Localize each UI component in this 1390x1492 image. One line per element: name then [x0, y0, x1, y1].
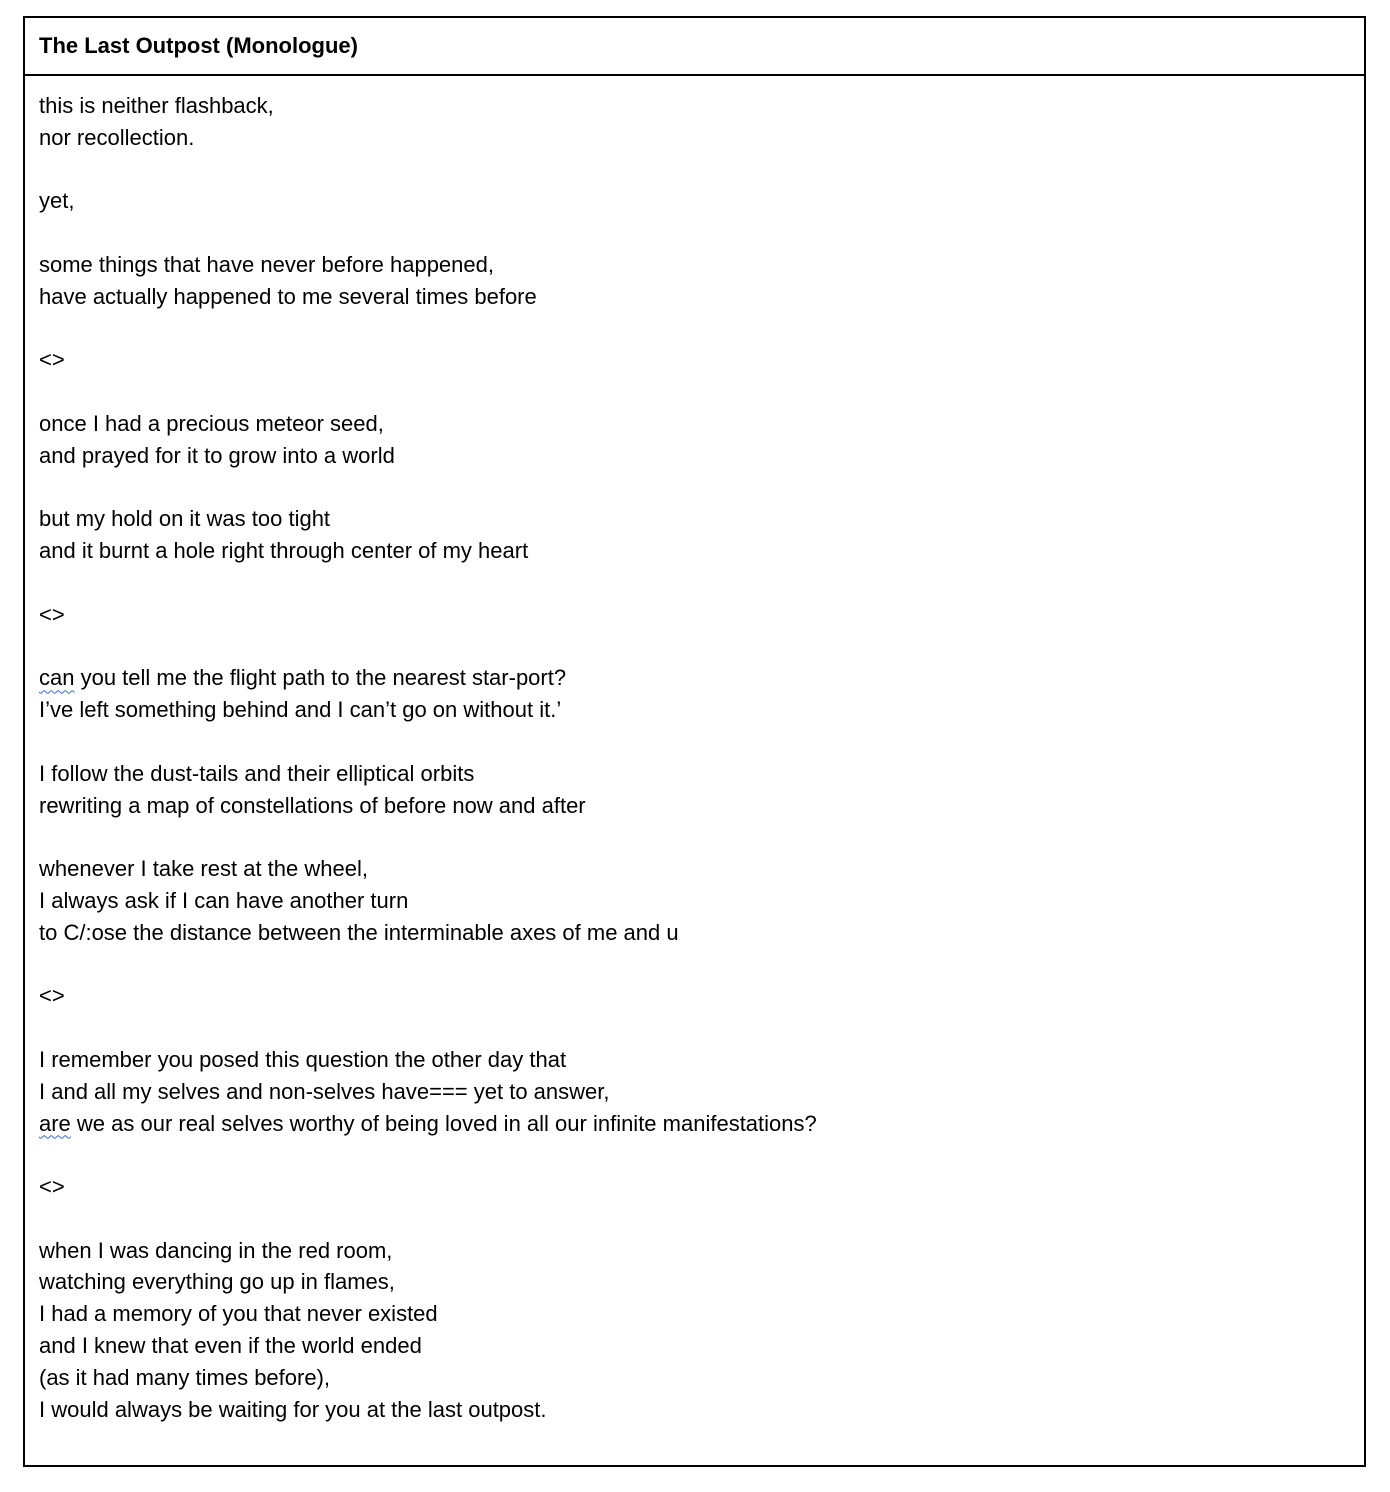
blank-line [39, 567, 1364, 599]
document-body[interactable] [25, 76, 1364, 1425]
blank-line [39, 821, 1364, 853]
text-line: but my hold on it was too tight [39, 506, 331, 532]
spellcheck-flagged-word[interactable]: are [39, 1110, 71, 1136]
blank-line [39, 472, 1364, 504]
text-line: nor recollection. [39, 124, 195, 150]
text-line: I remember you posed this question the other day that [39, 1046, 567, 1072]
text-line [39, 662, 1364, 694]
text-line: I would always be waiting for you at the last outpost. [39, 1396, 547, 1422]
text-line: and it burnt a hole right through center of my heart [39, 538, 529, 564]
line-text: we as our real selves worthy of being loved in all our infinite manifestations? [70, 1110, 817, 1136]
text-line: whenever I take rest at the wheel, [39, 856, 368, 882]
text-line: once I had a precious meteor seed, [39, 410, 384, 436]
text-line: some things that have never before happened, [39, 251, 494, 277]
text-line: I’ve left something behind and I can’t go on without it.’ [39, 697, 562, 723]
text-line: watching everything go up in flames, [39, 1269, 395, 1295]
blank-line [39, 631, 1364, 663]
text-line: rewriting a map of constellations of before now and after [39, 792, 586, 818]
blank-line [39, 1203, 1364, 1235]
blank-line [39, 376, 1364, 408]
line-text: you tell me the flight path to the nearest star-port? [74, 665, 567, 691]
blank-line [39, 154, 1364, 186]
text-line: (as it had many times before), [39, 1364, 331, 1390]
text-line: I had a memory of you that never existed [39, 1301, 438, 1327]
text-line: <> [39, 347, 65, 373]
document-frame [23, 16, 1366, 1467]
text-line: when I was dancing in the red room, [39, 1237, 393, 1263]
text-line: yet, [39, 188, 75, 214]
text-line: <> [39, 601, 65, 627]
text-line: <> [39, 983, 65, 1009]
text-line: I always ask if I can have another turn [39, 887, 409, 913]
text-line: I follow the dust-tails and their elliptical orbits [39, 760, 475, 786]
text-line: this is neither flashback, [39, 93, 274, 118]
blank-line [39, 1139, 1364, 1171]
blank-line [39, 1012, 1364, 1044]
document-header [25, 18, 1364, 76]
text-line: <> [39, 1174, 65, 1200]
text-line: and I knew that even if the world ended [39, 1333, 422, 1359]
text-line: and prayed for it to grow into a world [39, 442, 395, 468]
text-line: have actually happened to me several times before [39, 283, 537, 309]
text-line: I and all my selves and non-selves have=== yet to answer, [39, 1078, 610, 1104]
blank-line [39, 217, 1364, 249]
spellcheck-flagged-word[interactable]: can [39, 665, 75, 691]
blank-line [39, 949, 1364, 981]
text-line: to C/:ose the distance between the interminable axes of me and u [39, 919, 679, 945]
blank-line [39, 726, 1364, 758]
text-line [39, 1108, 1364, 1140]
blank-line [39, 313, 1364, 345]
document-title: The Last Outpost (Monologue) [39, 33, 358, 58]
